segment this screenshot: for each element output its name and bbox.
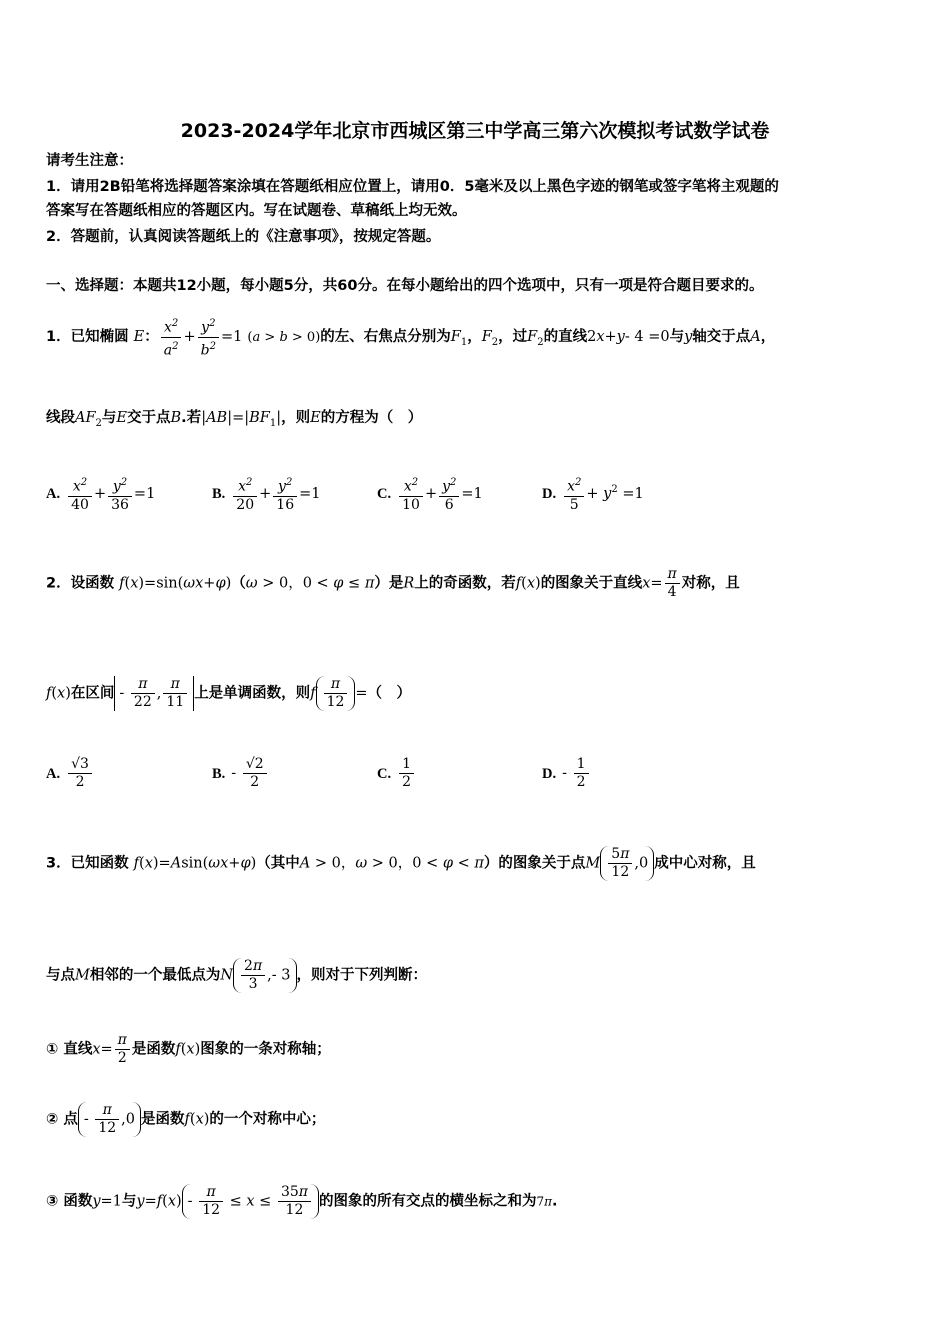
q1-option-a[interactable]: A. $\frac{x^2}{40}$ + $\frac{y^2}{36}$ =1 (46, 474, 155, 514)
q1-line-2: 线段$AF_2$与E交于点B.若$|AB|=|BF_1|$，则E的方程为（ ） (46, 410, 423, 429)
q3-number: 3．已知函数 (46, 855, 129, 872)
notice-line-2: 答案写在答题纸相应的答题区内。写在试题卷、草稿纸上均无效。 (46, 203, 467, 219)
section-heading: 一、选择题：本题共12小题，每小题5分，共60分。在每小题给出的四个选项中，只有一项是符合题目要求的。 (46, 278, 764, 294)
q3-statement-3: ③ 函数y=1与y=f(x) - $\frac{\pi}{12}$ ≤ x ≤ $\frac{35\pi}{12}$ 的图象的所有交点的横坐标之和为7π. (46, 1184, 558, 1218)
q2-line-2: f(x)在区间 - $\frac{\pi}{22}$ , $\frac{\pi}{11}$ 上是单调函数，则f $\frac{\pi}{12}$ =（ ） (46, 676, 412, 710)
q1-number: 1．已知椭圆 (46, 329, 129, 346)
q1-option-c[interactable]: C. $\frac{x^2}{10}$ + $\frac{y^2}{6}$ =1 (377, 474, 483, 514)
q1-line-1: 1．已知椭圆 E： $\frac{x^2}{a^2}$ + $\frac{y^2}{b^2}$ =1 (a > b > 0)的左、右焦点分别为$F_1$，$F_2$，过$F_2$的直线2x+y- 4 =0与y轴交于点A， (46, 315, 775, 359)
q1-option-b[interactable]: B. $\frac{x^2}{20}$ + $\frac{y^2}{16}$ =1 (212, 474, 320, 514)
exam-title: 2023-2024学年北京市西城区第三中学高三第六次模拟考试数学试卷 (180, 120, 770, 142)
q3-line-1: 3．已知函数 f(x)=Asin(ωx+φ)（其中A > 0，ω > 0，0 < φ < π）的图象关于点M $\frac{5\pi}{12}$ ,0 成中心对称，且 (46, 846, 756, 880)
q1-option-d[interactable]: D. $\frac{x^2}{5}$ + $y^2 =1$ (542, 474, 644, 514)
q2-option-d[interactable]: D. - $\frac{1}{2}$ (542, 756, 591, 791)
q2-line-1: 2．设函数 f(x)=sin(ωx+φ)（ω > 0，0 < φ ≤ π）是R上的奇函数，若f(x)的图象关于直线x= $\frac{\pi}{4}$ 对称，且 (46, 566, 740, 600)
q2-option-c[interactable]: C. $\frac{1}{2}$ (377, 756, 416, 791)
notice-line-3: 2．答题前，认真阅读答题纸上的《注意事项》，按规定答题。 (46, 229, 441, 245)
notice-line-1: 1．请用2B铅笔将选择题答案涂填在答题纸相应位置上，请用0．5毫米及以上黑色字迹的钢笔或签字笔将主观题的 (46, 179, 779, 195)
q2-number: 2．设函数 (46, 575, 115, 592)
q2-option-b[interactable]: B. - $\frac{√2}{2}$ (212, 756, 269, 791)
q3-statement-1: ① 直线x= $\frac{\pi}{2}$ 是函数f(x)图象的一条对称轴； (46, 1032, 331, 1066)
q2-option-a[interactable]: A. $\frac{√3}{2}$ (46, 756, 94, 791)
notice-heading: 请考生注意： (46, 153, 133, 169)
q3-statement-2: ② 点 - $\frac{\pi}{12}$ ,0 是函数f(x)的一个对称中心； (46, 1102, 326, 1136)
q3-line-2: 与点M相邻的一个最低点为N $\frac{2\pi}{3}$ ,- 3 ，则对于下列判断： (46, 958, 428, 992)
